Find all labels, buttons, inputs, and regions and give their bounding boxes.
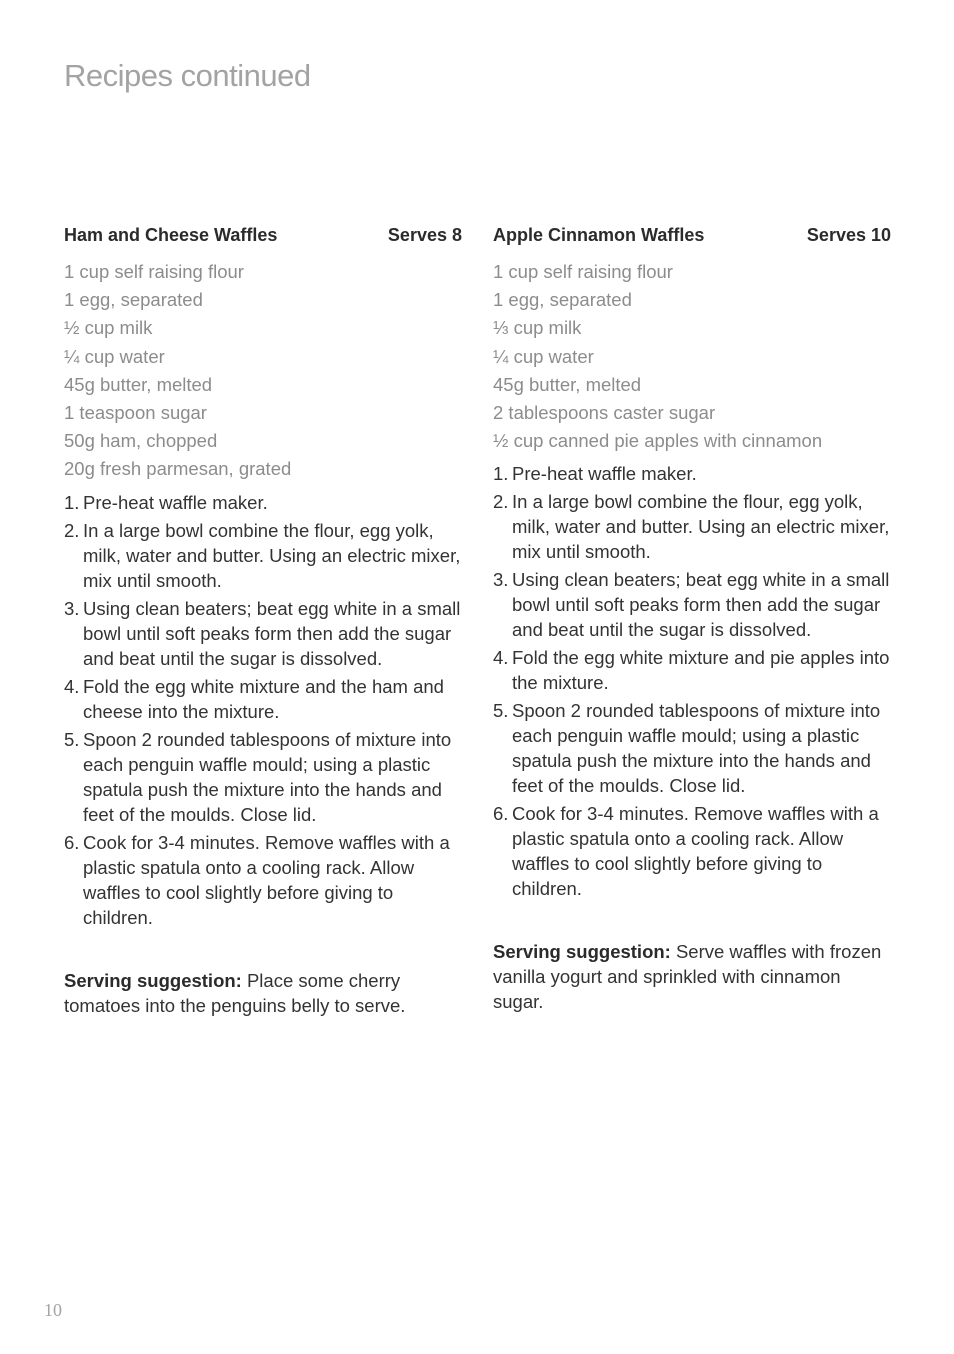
method-step [64,596,462,671]
step-text: Spoon 2 rounded tablespoons of mixture into each penguin waffle mould; using a plastic spatula push the mixture into the hands and feet of the moulds. Close lid. [83,728,452,825]
step-text: Using clean beaters; beat egg white in a small bowl until soft peaks form then add the sugar and beat until the sugar is dissolved. [512,569,890,641]
method-step [493,489,891,564]
recipe-title: Apple Cinnamon Waffles [493,225,705,245]
ingredient-item: ⅓ cup milk [493,317,582,339]
method-step [64,830,462,930]
step-number: 3. [64,597,80,619]
step-text: Fold the egg white mixture and pie apples into the mixture. [512,647,890,694]
method-step [493,461,891,486]
step-text: Using clean beaters; beat egg white in a small bowl until soft peaks form then add the sugar and beat until the sugar is dissolved. [83,597,461,669]
recipe-serves: Serves 10 [806,225,891,245]
ingredient-item: ½ cup canned pie apples with cinnamon [493,430,823,452]
ingredient-item: 1 egg, separated [64,289,203,311]
step-number: 1. [64,491,80,513]
step-number: 5. [493,700,509,722]
recipe-title: Ham and Cheese Waffles [64,225,278,245]
recipe-serves: Serves 8 [387,225,462,245]
ingredient-item: 20g fresh parmesan, grated [64,458,292,480]
serving-suggestion [64,968,462,1018]
serving-suggestion [493,939,891,1014]
step-text: Spoon 2 rounded tablespoons of mixture into each penguin waffle mould; using a plastic spatula push the mixture into the hands and feet of the moulds. Close lid. [512,700,881,797]
method-step [64,518,462,593]
step-number: 2. [493,491,509,513]
ingredient-item: 1 egg, separated [493,289,632,311]
step-text: In a large bowl combine the flour, egg yolk, milk, water and butter. Using an electric mixer, mix until smooth. [512,491,890,563]
method-step [493,567,891,642]
ingredient-item: ¼ cup water [493,345,594,367]
ingredient-item: 45g butter, melted [64,373,213,395]
step-text: In a large bowl combine the flour, egg yolk, milk, water and butter. Using an electric mixer, mix until smooth. [83,519,461,591]
ingredient-list [64,258,462,484]
method-step [64,490,462,515]
ingredient-item: 2 tablespoons caster sugar [493,402,716,424]
step-number: 2. [64,519,80,541]
ingredient-item: 1 teaspoon sugar [64,402,207,424]
step-text: Pre-heat waffle maker. [83,491,268,513]
serving-suggestion-label: Serving suggestion: [493,941,671,963]
serving-suggestion-label: Serving suggestion: [64,969,242,991]
method-step [64,674,462,724]
method-steps [493,461,891,901]
step-number: 5. [64,728,80,750]
recipe-ham-cheese-waffles [64,222,462,1036]
method-steps [64,490,462,930]
serving-suggestion-text: Place some cherry tomatoes into the penguins belly to serve. [64,969,406,1016]
ingredient-item: 50g ham, chopped [64,430,218,452]
step-text: Cook for 3-4 minutes. Remove waffles with a plastic spatula onto a cooling rack. Allow waffles to cool slightly before giving to children. [83,831,450,928]
recipe-header [64,222,462,248]
step-text: Fold the egg white mixture and the ham and cheese into the mixture. [83,675,444,722]
ingredient-item: ¼ cup water [64,345,165,367]
ingredient-item: 1 cup self raising flour [64,261,244,282]
ingredient-item: 45g butter, melted [493,373,642,395]
recipe-header [493,222,891,248]
method-step [493,698,891,798]
recipe-apple-cinnamon-waffles [493,222,891,1033]
method-step [64,727,462,827]
ingredient-list [493,258,891,455]
step-text: Cook for 3-4 minutes. Remove waffles with a plastic spatula onto a cooling rack. Allow waffles to cool slightly before giving to children. [512,803,879,900]
step-number: 4. [64,675,80,697]
ingredient-item: 1 cup self raising flour [493,261,673,282]
step-number: 3. [493,569,509,591]
page-title: Recipes continued [64,58,311,93]
ingredient-item: ½ cup milk [64,317,153,339]
serving-suggestion-text: Serve waffles with frozen vanilla yogurt and sprinkled with cinnamon sugar. [493,941,882,1013]
step-number: 6. [64,831,80,853]
step-number: 4. [493,647,509,669]
step-number: 1. [493,463,509,485]
method-step [493,801,891,901]
page-number: 10 [44,1300,62,1320]
step-text: Pre-heat waffle maker. [512,463,697,485]
step-number: 6. [493,803,509,825]
method-step [493,645,891,695]
